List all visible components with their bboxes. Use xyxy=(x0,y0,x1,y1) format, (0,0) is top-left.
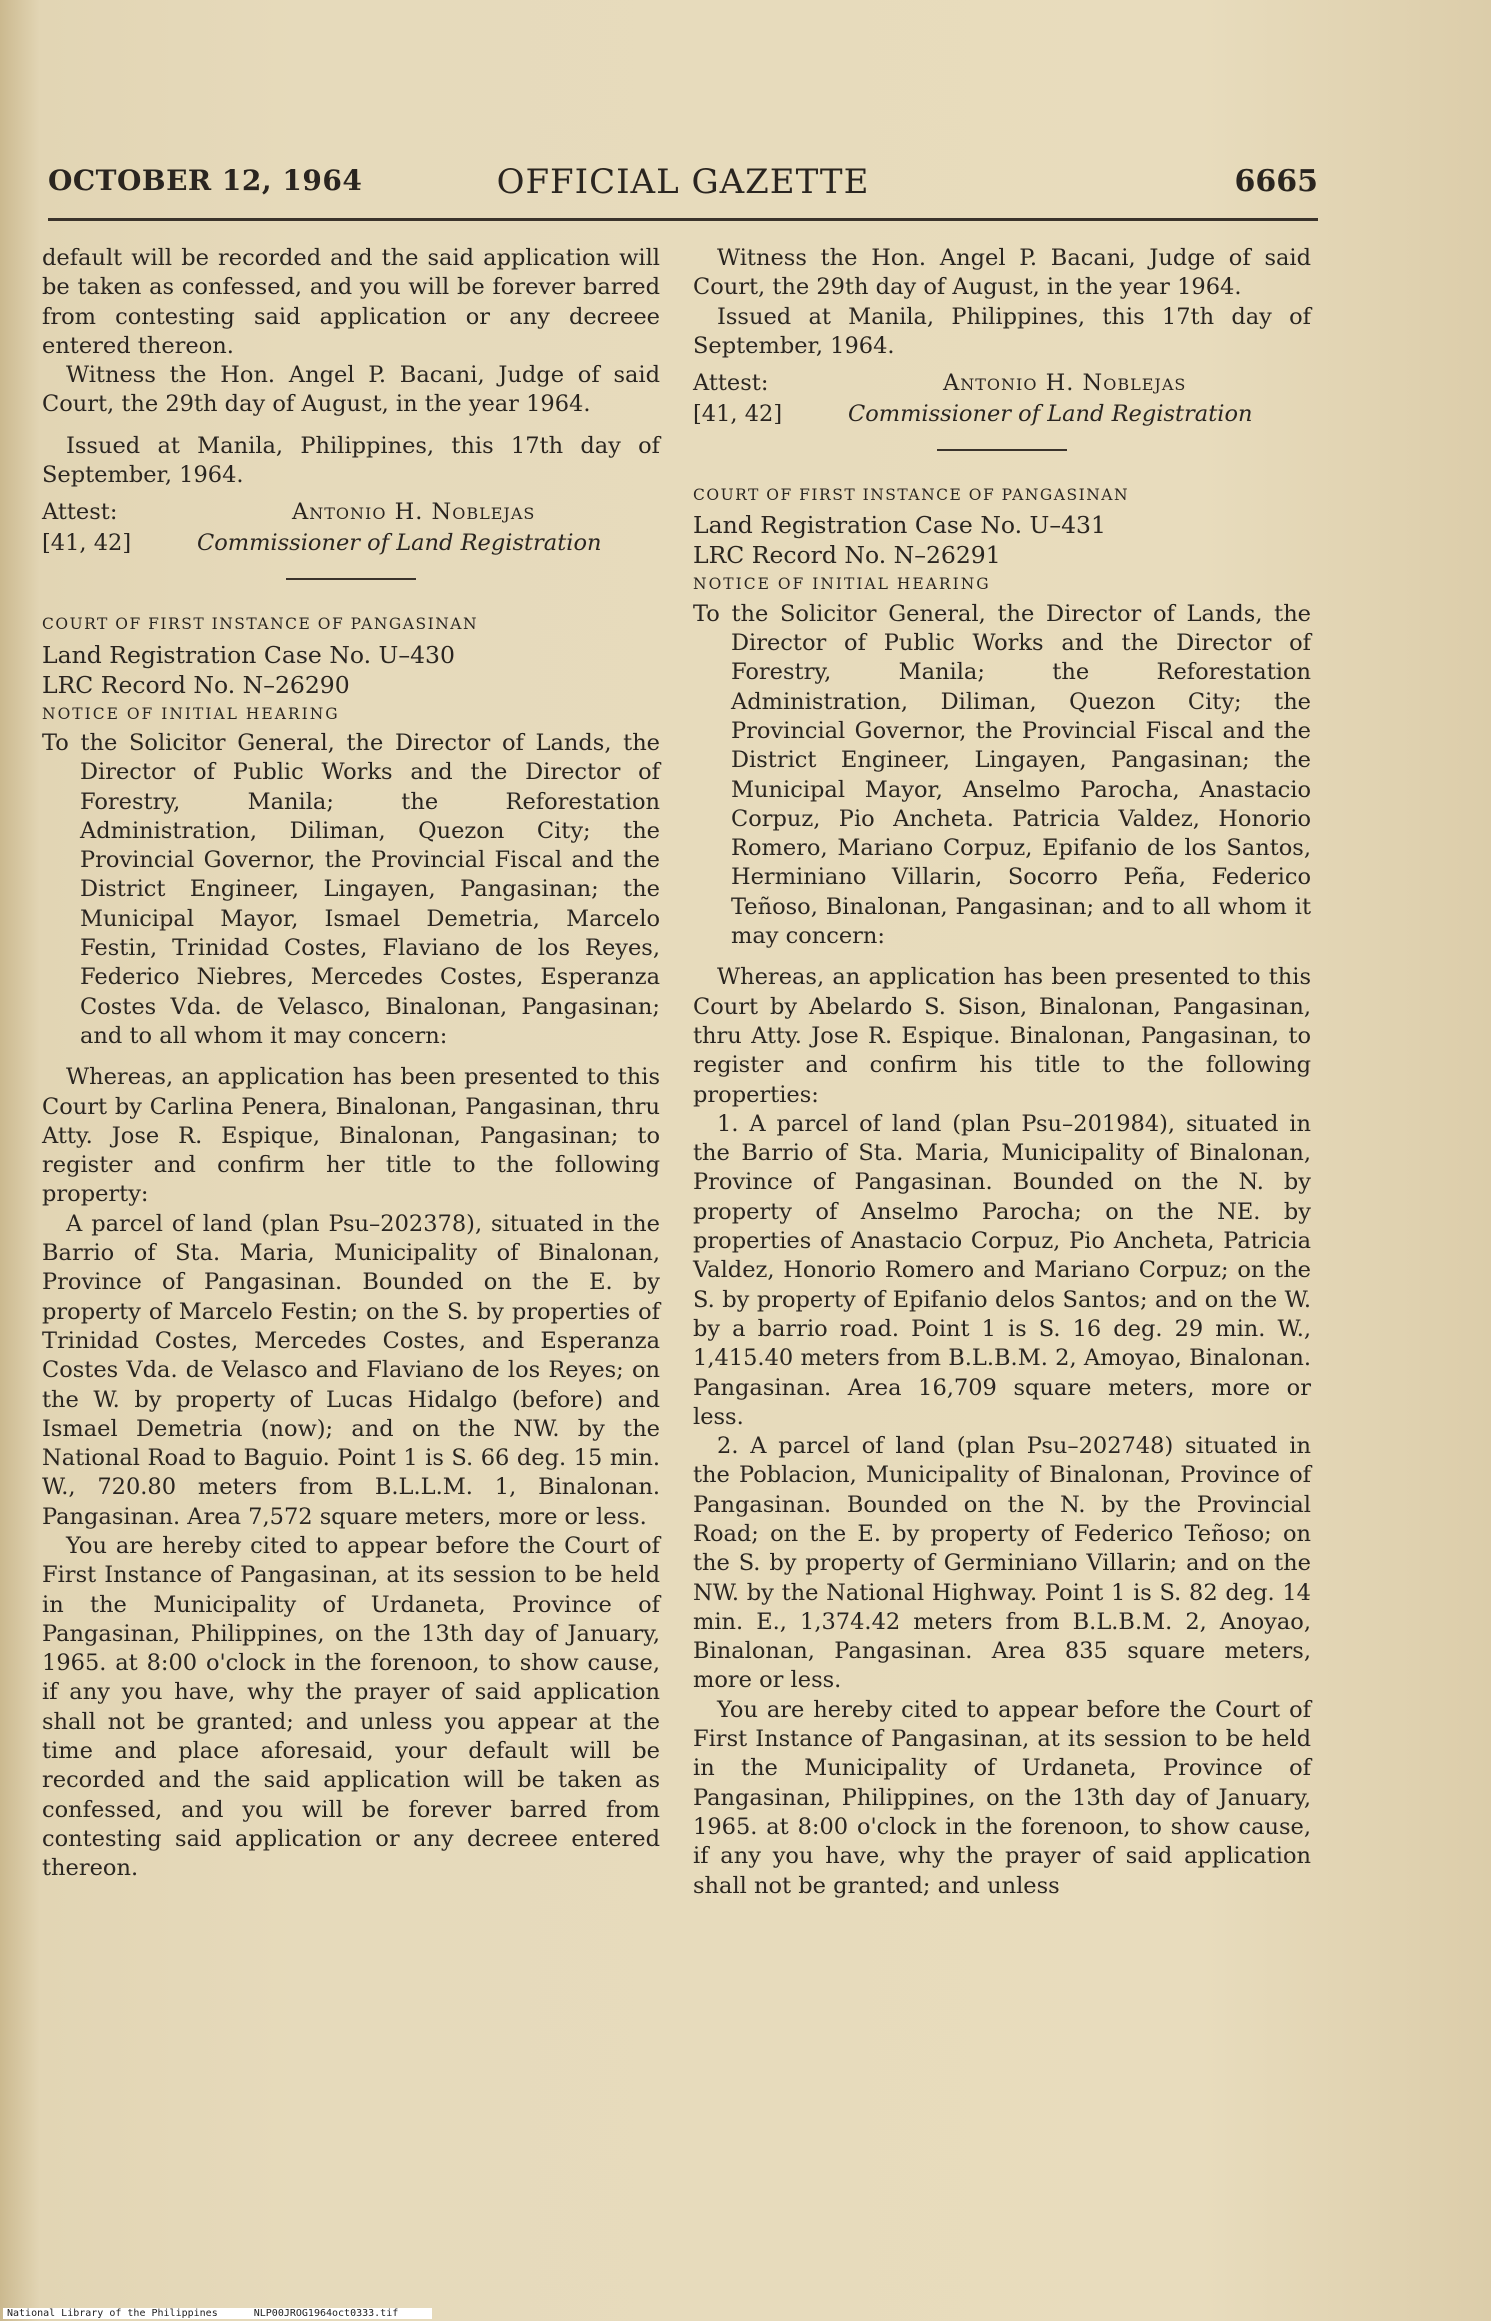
addressees: To the Solicitor General, the Director of Lands, the Director of Public Works and the Director of Forestry, Manila; the Reforestation Administration, Diliman, Quezon City; the Provincial Governor, the Provincial Fiscal and the District Engineer, Lingayen, Pangasinan; the Municipal Mayor, Anselmo Parocha, Anastacio Corpuz, Pio Ancheta. Patricia Valdez, Honorio Romero, Mariano Corpuz, Epifanio de los Santos, Herminiano Villarin, Socorro Peña, Federico Teñoso, Binalonan, Pangasinan; and to all whom it may concern: xyxy=(693,600,1311,950)
parcel-1-description: 1. A parcel of land (plan Psu–201984), situated in the Barrio of Sta. Maria, Municipality of Binalonan, Province of Pangasinan. Bounded on the N. by property of Anselmo Parocha; on the NE. by properties of Anastacio Corpuz, Pio Ancheta, Patricia Valdez, Honorio Romero and Mariano Corpuz; on the S. by property of Epifanio delos Santos; and on the W. by a barrio road. Point 1 is S. 16 deg. 29 min. W., 1,415.40 meters from B.L.B.M. 2, Amoyao, Binalonan. Pangasinan. Area 16,709 square meters, more or less. xyxy=(693,1110,1311,1430)
issue-date: OCTOBER 12, 1964 xyxy=(48,164,363,197)
attestation xyxy=(42,498,660,560)
left-column xyxy=(42,244,660,1884)
attest-name: Antonio H. Noblejas xyxy=(292,499,536,526)
attest-code: [41, 42] xyxy=(693,401,783,428)
whereas-text: Whereas, an application has been presented to this Court by Abelardo S. Sison, Binalonan, Pangasinan, thru Atty. Jose R. Espique. Binalonan, Pangasinan, to register and confirm his title to the following properties: xyxy=(693,964,1311,1108)
addressees: To the Solicitor General, the Director of Lands, the Director of Public Works and the Director of Forestry, Manila; the Reforestation Administration, Diliman, Quezon City; the Provincial Governor, the Provincial Fiscal and the District Engineer, Lingayen, Pangasinan; the Municipal Mayor, Ismael Demetria, Marcelo Festin, Trinidad Costes, Flaviano de los Reyes, Federico Niebres, Mercedes Costes, Esperanza Costes Vda. de Velasco, Binalonan, Pangasinan; and to all whom it may concern: xyxy=(42,729,660,1049)
witness-text: Witness the Hon. Angel P. Bacani, Judge of said Court, the 29th day of August, in the year 1964. xyxy=(693,245,1311,301)
publication-title: OFFICIAL GAZETTE xyxy=(496,162,870,202)
page-header xyxy=(48,158,1318,208)
notice-title: NOTICE OF INITIAL HEARING xyxy=(42,704,340,723)
lrc-record: LRC Record No. N–26291 xyxy=(693,541,1001,570)
court-heading: COURT OF FIRST INSTANCE OF PANGASINAN xyxy=(693,486,1130,505)
attest-label: Attest: xyxy=(693,370,769,397)
section-divider xyxy=(286,578,416,580)
attest-label: Attest: xyxy=(42,499,118,526)
parcel-2-description: 2. A parcel of land (plan Psu–202748) situated in the Poblacion, Municipality of Binalonan, Province of Pangasinan. Bounded on the N. by the Provincial Road; on the E. by property of Federico Teñoso; on the S. by property of Germiniano Villarin; and on the NW. by the National Highway. Point 1 is S. 82 deg. 14 min. E., 1,374.42 meters from B.L.B.M. 2, Anoyao, Binalonan, Pangasinan. Area 835 square meters, more or less. xyxy=(693,1433,1311,1694)
citation-text: You are hereby cited to appear before the Court of First Instance of Pangasinan, at its session to be held in the Municipality of Urdaneta, Province of Pangasinan, Philippines, on the 13th day of January, 1965. at 8:00 o'clock in the forenoon, to show cause, if any you have, why the prayer of said application shall not be granted; and unless you appear at the time and place aforesaid, your default will be recorded and the said application will be taken as confessed, and you will be forever barred from contesting said application or any decreee entered thereon. xyxy=(42,1532,660,1882)
section-divider xyxy=(937,449,1067,451)
right-column xyxy=(693,244,1311,1901)
notice-title: NOTICE OF INITIAL HEARING xyxy=(693,575,991,594)
attest-title: Commissioner of Land Registration xyxy=(848,401,1253,428)
citation-text: You are hereby cited to appear before the Court of First Instance of Pangasinan, at its session to be held in the Municipality of Urdaneta, Province of Pangasinan, Philippines, on the 13th day of January, 1965. at 8:00 o'clock in the forenoon, to show cause, if any you have, why the prayer of said application shall not be granted; and unless xyxy=(693,1696,1311,1899)
header-rule xyxy=(48,218,1318,221)
scan-filename: NLP00JROG1964oct0333.tif xyxy=(253,2308,399,2319)
case-number: Land Registration Case No. U–430 xyxy=(42,640,455,669)
case-number: Land Registration Case No. U–431 xyxy=(693,511,1106,540)
attest-title: Commissioner of Land Registration xyxy=(197,530,602,557)
parcel-description: A parcel of land (plan Psu–202378), situated in the Barrio of Sta. Maria, Municipality of Binalonan, Province of Pangasinan. Bounded on the E. by property of Marcelo Festin; on the S. by properties of Trinidad Costes, Mercedes Costes, and Esperanza Costes Vda. de Velasco and Flaviano de los Reyes; on the W. by property of Lucas Hidalgo (before) and Ismael Demetria (now); and on the NW. by the National Road to Baguio. Point 1 is S. 66 deg. 15 min. W., 720.80 meters from B.L.L.M. 1, Binalonan. Pangasinan. Area 7,572 square meters, more or less. xyxy=(42,1210,660,1530)
attestation xyxy=(693,369,1311,431)
continuation-text: default will be recorded and the said application will be taken as confessed, and you will be forever barred from contesting said application or any decreee entered thereon. xyxy=(42,245,660,359)
library-credit: National Library of the Philippines xyxy=(7,2308,218,2319)
whereas-text: Whereas, an application has been presented to this Court by Carlina Penera, Binalonan, Pangasinan, thru Atty. Jose R. Espique, Binalonan, Pangasinan; to register and confirm her title to the following property: xyxy=(42,1064,660,1208)
issued-text: Issued at Manila, Philippines, this 17th day of September, 1964. xyxy=(693,303,1311,359)
issued-text: Issued at Manila, Philippines, this 17th day of September, 1964. xyxy=(42,432,660,489)
page-number: 6665 xyxy=(1234,164,1318,199)
witness-text: Witness the Hon. Angel P. Bacani, Judge of said Court, the 29th day of August, in the year 1964. xyxy=(42,362,660,418)
lrc-record: LRC Record No. N–26290 xyxy=(42,670,350,699)
scan-footer xyxy=(3,2308,432,2319)
attest-name: Antonio H. Noblejas xyxy=(943,370,1187,397)
court-heading: COURT OF FIRST INSTANCE OF PANGASINAN xyxy=(42,615,479,634)
attest-code: [41, 42] xyxy=(42,530,132,557)
